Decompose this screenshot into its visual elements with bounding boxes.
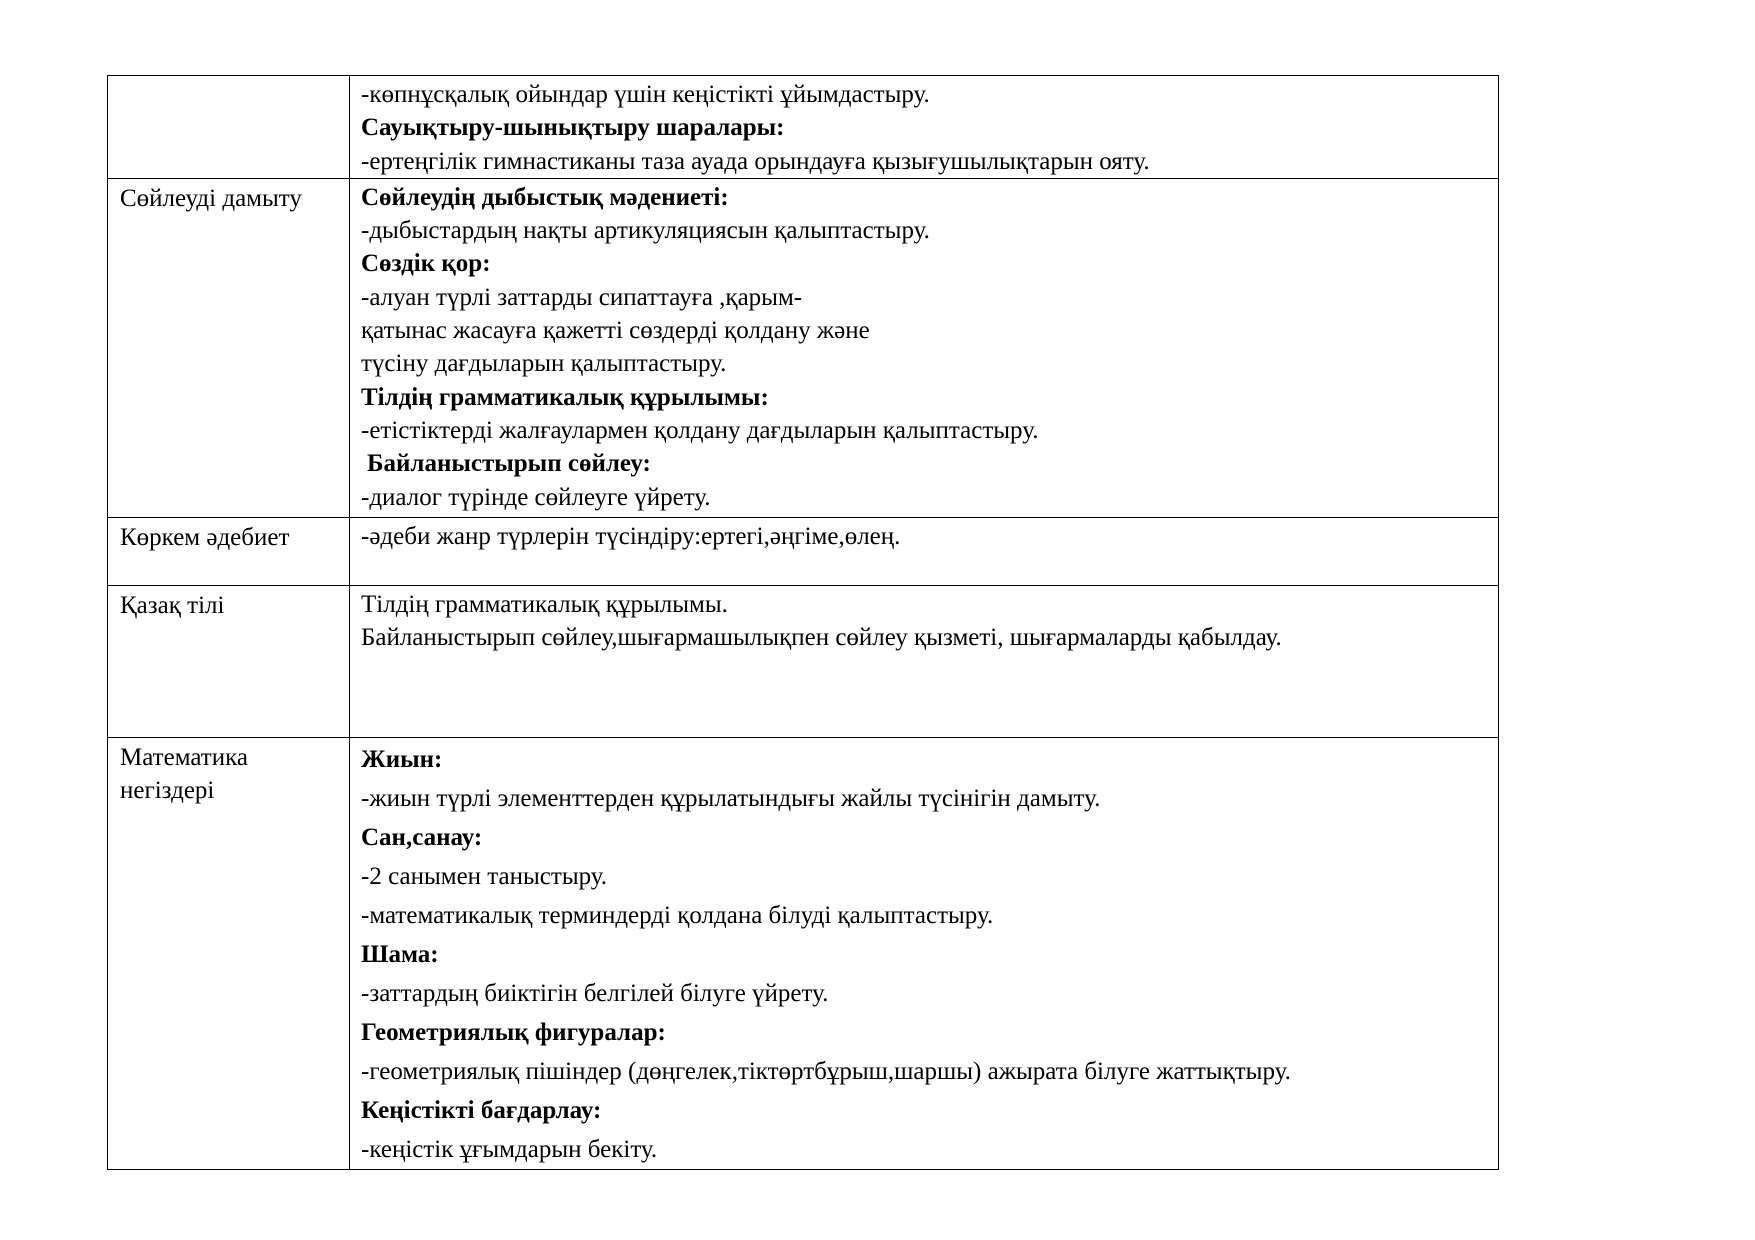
subject-cell: Қазақ тілі (108, 585, 350, 737)
content-line: -диалог түрінде сөйлеуге үйрету. (361, 483, 711, 511)
content-cell (350, 76, 1499, 179)
subject-cell: Көркем әдебиет (108, 517, 350, 585)
content-line: -дыбыстардың нақты артикуляциясын қалыптастыру. (361, 217, 930, 245)
section-heading: Геометриялық фигуралар: (361, 1018, 666, 1046)
content-cell (350, 178, 1499, 517)
content-line: -етістіктерді жалғаулармен қолдану дағдыларын қалыптастыру. (361, 416, 1039, 444)
table-row (108, 517, 1499, 585)
content-line: -көпнұсқалық ойындар үшін кеңістікті ұйымдастыру. (361, 81, 930, 108)
content-line: түсіну дағдыларын қалыптастыру. (361, 350, 727, 378)
section-heading: Сөйлеудің дыбыстық мәдениеті: (361, 183, 729, 211)
table-row (108, 76, 1499, 179)
section-heading: Жиын: (361, 745, 443, 773)
content-cell (350, 585, 1499, 737)
content-line: -әдеби жанр түрлерін түсіндіру:ертегі,әңгіме,өлең. (361, 522, 901, 550)
table-row (108, 178, 1499, 517)
content-line: қатынас жасауға қажетті сөздерді қолдану және (361, 317, 870, 345)
subject-cell: Математика негіздері (108, 737, 350, 1169)
curriculum-table (107, 75, 1499, 1170)
table-row (108, 585, 1499, 737)
content-line: -кеңістік ұғымдарын бекіту. (361, 1135, 658, 1163)
section-heading: Байланыстырып сөйлеу: (367, 450, 651, 478)
content-line: -жиын түрлі элементтерден құрылатындығы жайлы түсінігін дамыту. (361, 784, 1101, 812)
content-line: -алуан түрлі заттарды сипаттауға ,қарым- (361, 283, 803, 311)
content-line: -ертеңгілік гимнастиканы таза ауада орындауға қызығушылықтарын ояту. (361, 147, 1150, 175)
content-line: Тілдің грамматикалық құрылымы. (361, 590, 728, 618)
section-heading: Сан,санау: (361, 823, 483, 851)
subject-cell (108, 76, 350, 179)
section-heading: Шама: (361, 940, 439, 968)
section-heading: Кеңістікті бағдарлау: (361, 1096, 602, 1124)
section-heading: Тілдің грамматикалық құрылымы: (361, 383, 769, 411)
content-line: -геометриялық пішіндер (дөңгелек,тіктөртбұрыш,шаршы) ажырата білуге жаттықтыру. (361, 1057, 1291, 1085)
content-line: -математикалық терминдерді қолдана білуді қалыптастыру. (361, 901, 994, 929)
table-row (108, 737, 1499, 1169)
content-cell (350, 517, 1499, 585)
content-line: -2 санымен таныстыру. (361, 862, 608, 890)
subject-cell: Сөйлеуді дамыту (108, 178, 350, 517)
content-line: Байланыстырып сөйлеу,шығармашылықпен сөйлеу қызметі, шығармаларды қабылдау. (361, 624, 1282, 652)
section-heading: Сөздік қор: (361, 250, 491, 278)
content-cell (350, 737, 1499, 1169)
section-heading: Сауықтыру-шынықтыру шаралары: (361, 114, 785, 142)
content-line: -заттардың биіктігін белгілей білуге үйрету. (361, 979, 829, 1007)
